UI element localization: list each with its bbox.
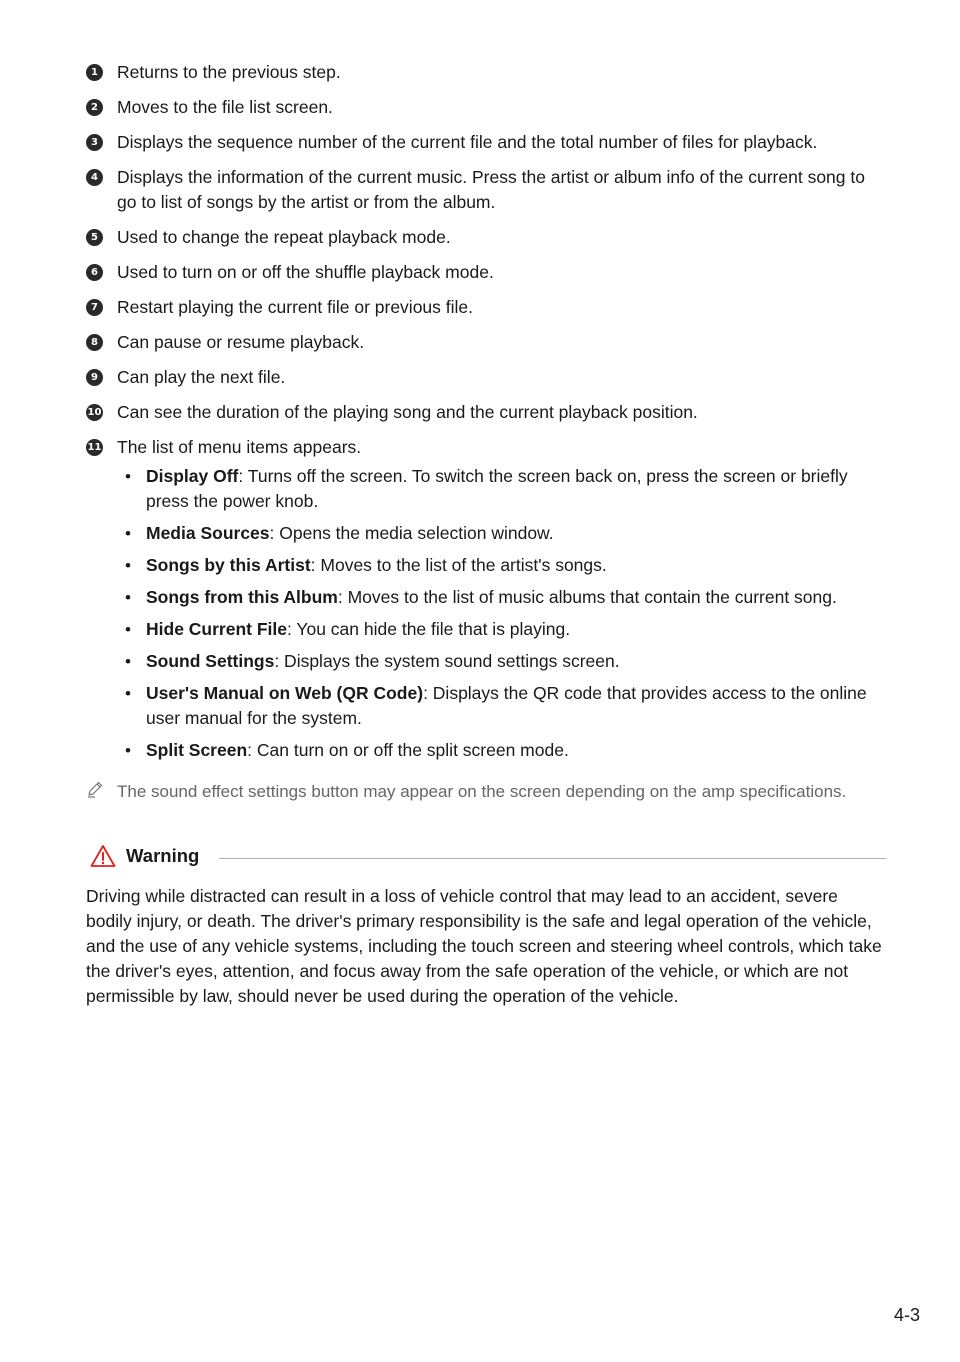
menu-item-hide-current-file — [117, 617, 886, 642]
item-text: The list of menu items appears. — [117, 437, 362, 457]
menu-item-desc: : Displays the QR code that provides access to the online user manual for the system. — [146, 683, 867, 728]
menu-item-term: User's Manual on Web (QR Code) — [146, 683, 424, 703]
warning-body: Driving while distracted can result in a loss of vehicle control that may lead to an accident, severe bodily injury, or death. The driver's primary responsibility is the safe and legal operation of the vehicle, and the use of any vehicle systems, including the touch screen and steering wheel controls, which take the driver's eyes, attention, and focus away from the safe operation of the vehicle, or which are not permissible by law, should never be used during the operation of the vehicle. — [86, 886, 882, 1006]
menu-item-term: Songs by this Artist — [146, 555, 311, 575]
warning-divider — [219, 858, 886, 859]
warning-title: Warning — [126, 845, 200, 866]
list-item — [86, 60, 886, 85]
item-number-badge: 10 — [86, 404, 103, 421]
menu-item-desc: : You can hide the file that is playing. — [287, 619, 571, 639]
item-text: Used to turn on or off the shuffle playback mode. — [117, 262, 494, 282]
item-text: Displays the information of the current music. Press the artist or album info of the current song to go to list of songs by the artist or from the album. — [117, 167, 865, 212]
item-number-badge: 3 — [86, 134, 103, 151]
item-number-badge: 1 — [86, 64, 103, 81]
item-number-badge: 9 — [86, 369, 103, 386]
menu-item-desc: : Turns off the screen. To switch the screen back on, press the screen or briefly press the power knob. — [146, 466, 848, 511]
menu-item-term: Display Off — [146, 466, 239, 486]
list-item — [86, 225, 886, 250]
item-text: Can see the duration of the playing song and the current playback position. — [117, 402, 698, 422]
menu-item-display-off — [117, 464, 886, 514]
menu-item-term: Sound Settings — [146, 651, 275, 671]
list-item — [86, 165, 886, 215]
list-item — [86, 330, 886, 355]
page-content — [86, 60, 886, 1009]
pencil-icon — [86, 780, 104, 798]
menu-item-split-screen — [117, 738, 886, 763]
menu-item-desc: : Can turn on or off the split screen mode. — [247, 740, 569, 760]
item-text: Moves to the file list screen. — [117, 97, 333, 117]
list-item — [86, 435, 886, 763]
item-number-badge: 4 — [86, 169, 103, 186]
note-text: The sound effect settings button may appear on the screen depending on the amp specifications. — [117, 782, 847, 801]
menu-item-sound-settings — [117, 649, 886, 674]
item-text: Used to change the repeat playback mode. — [117, 227, 451, 247]
list-item — [86, 295, 886, 320]
page-number: 4-3 — [893, 1305, 920, 1325]
warning-triangle-icon — [90, 844, 116, 868]
menu-item-songs-from-album — [117, 585, 886, 610]
list-item — [86, 260, 886, 285]
menu-item-term: Hide Current File — [146, 619, 287, 639]
item-number-badge: 2 — [86, 99, 103, 116]
menu-item-desc: : Moves to the list of music albums that contain the current song. — [337, 587, 837, 607]
item-number-badge: 5 — [86, 229, 103, 246]
menu-item-desc: : Moves to the list of the artist's songs. — [310, 555, 607, 575]
list-item — [86, 95, 886, 120]
menu-item-desc: : Opens the media selection window. — [269, 523, 554, 543]
item-text: Restart playing the current file or previous file. — [117, 297, 473, 317]
item-text: Returns to the previous step. — [117, 62, 341, 82]
menu-item-term: Split Screen — [146, 740, 248, 760]
warning-header — [86, 844, 886, 868]
note-block — [86, 779, 886, 804]
item-number-badge: 7 — [86, 299, 103, 316]
menu-item-term: Media Sources — [146, 523, 270, 543]
item-text: Can play the next file. — [117, 367, 286, 387]
list-item — [86, 365, 886, 390]
menu-item-desc: : Displays the system sound settings screen. — [274, 651, 620, 671]
item-number-badge: 11 — [86, 439, 103, 456]
item-text: Can pause or resume playback. — [117, 332, 365, 352]
list-item — [86, 130, 886, 155]
item-text: Displays the sequence number of the current file and the total number of files for playback. — [117, 132, 818, 152]
item-number-badge: 6 — [86, 264, 103, 281]
menu-item-term: Songs from this Album — [146, 587, 338, 607]
menu-item-songs-by-artist — [117, 553, 886, 578]
item-number-badge: 8 — [86, 334, 103, 351]
menu-items-list — [117, 464, 886, 763]
menu-item-users-manual-web — [117, 681, 886, 731]
list-item — [86, 400, 886, 425]
menu-item-media-sources — [117, 521, 886, 546]
